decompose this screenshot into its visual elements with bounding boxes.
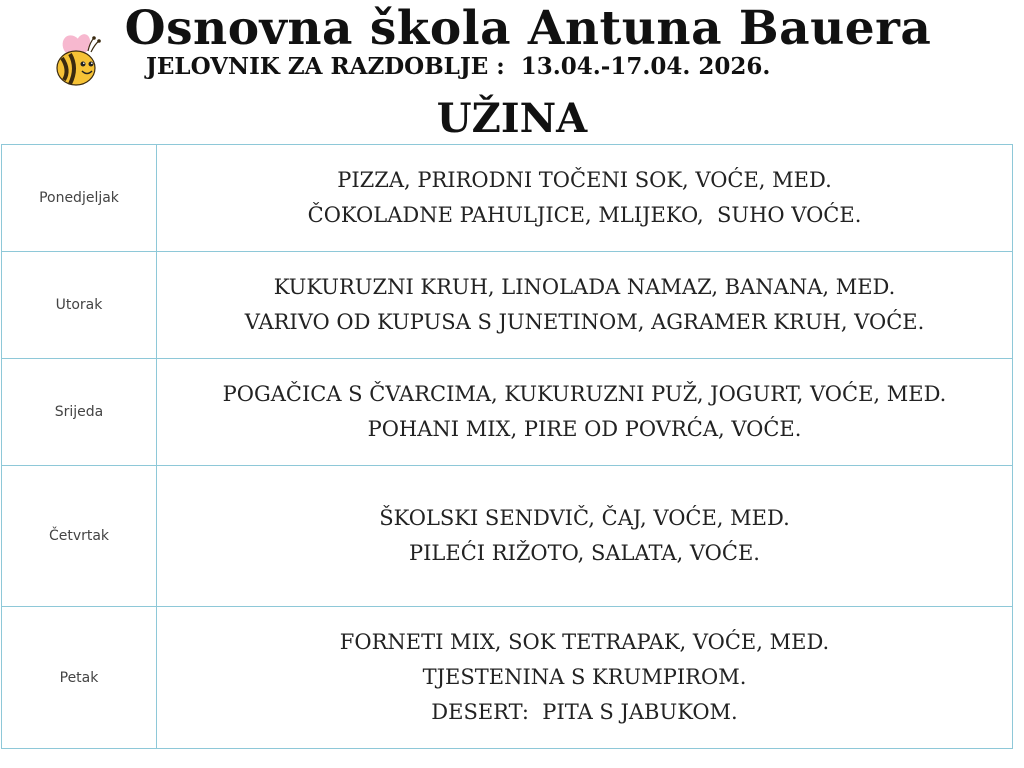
day-label: Petak <box>2 607 157 749</box>
meal-line: POGAČICA S ČVARCIMA, KUKURUZNI PUŽ, JOGURT, VOĆE, MED. <box>222 382 947 406</box>
meal-line: KUKURUZNI KRUH, LINOLADA NAMAZ, BANANA, MED. <box>273 275 896 299</box>
meal-line: POHANI MIX, PIRE OD POVRĆA, VOĆE. <box>367 417 802 441</box>
meal-line: ŠKOLSKI SENDVIČ, ČAJ, VOĆE, MED. <box>379 506 790 530</box>
day-label: Srijeda <box>2 359 157 466</box>
school-title: Osnovna škola Antuna Bauera <box>124 1 932 56</box>
table-row <box>2 607 1013 749</box>
meal-cell <box>157 359 1013 466</box>
menu-period: JELOVNIK ZA RAZDOBLJE : 13.04.-17.04. 2026. <box>146 53 771 80</box>
meal-cell <box>157 607 1013 749</box>
meal-cell <box>157 252 1013 359</box>
meal-line: FORNETI MIX, SOK TETRAPAK, VOĆE, MED. <box>339 630 830 654</box>
meal-line: ČOKOLADNE PAHULJICE, MLIJEKO, SUHO VOĆE. <box>307 203 862 227</box>
meal-line: PILEĆI RIŽOTO, SALATA, VOĆE. <box>409 541 760 565</box>
meal-line: PIZZA, PRIRODNI TOČENI SOK, VOĆE, MED. <box>337 168 832 192</box>
meal-type-heading: UŽINA <box>436 95 588 142</box>
meal-line: TJESTENINA S KRUMPIROM. <box>422 665 747 689</box>
table-row <box>2 359 1013 466</box>
weekly-menu-table <box>1 144 1013 749</box>
meal-cell <box>157 145 1013 252</box>
day-label: Četvrtak <box>2 466 157 607</box>
day-label: Ponedjeljak <box>2 145 157 252</box>
meal-line: DESERT: PITA S JABUKOM. <box>431 700 738 724</box>
table-row <box>2 145 1013 252</box>
meal-line: VARIVO OD KUPUSA S JUNETINOM, AGRAMER KRUH, VOĆE. <box>244 310 925 334</box>
table-row <box>2 466 1013 607</box>
table-row <box>2 252 1013 359</box>
day-label: Utorak <box>2 252 157 359</box>
meal-cell <box>157 466 1013 607</box>
